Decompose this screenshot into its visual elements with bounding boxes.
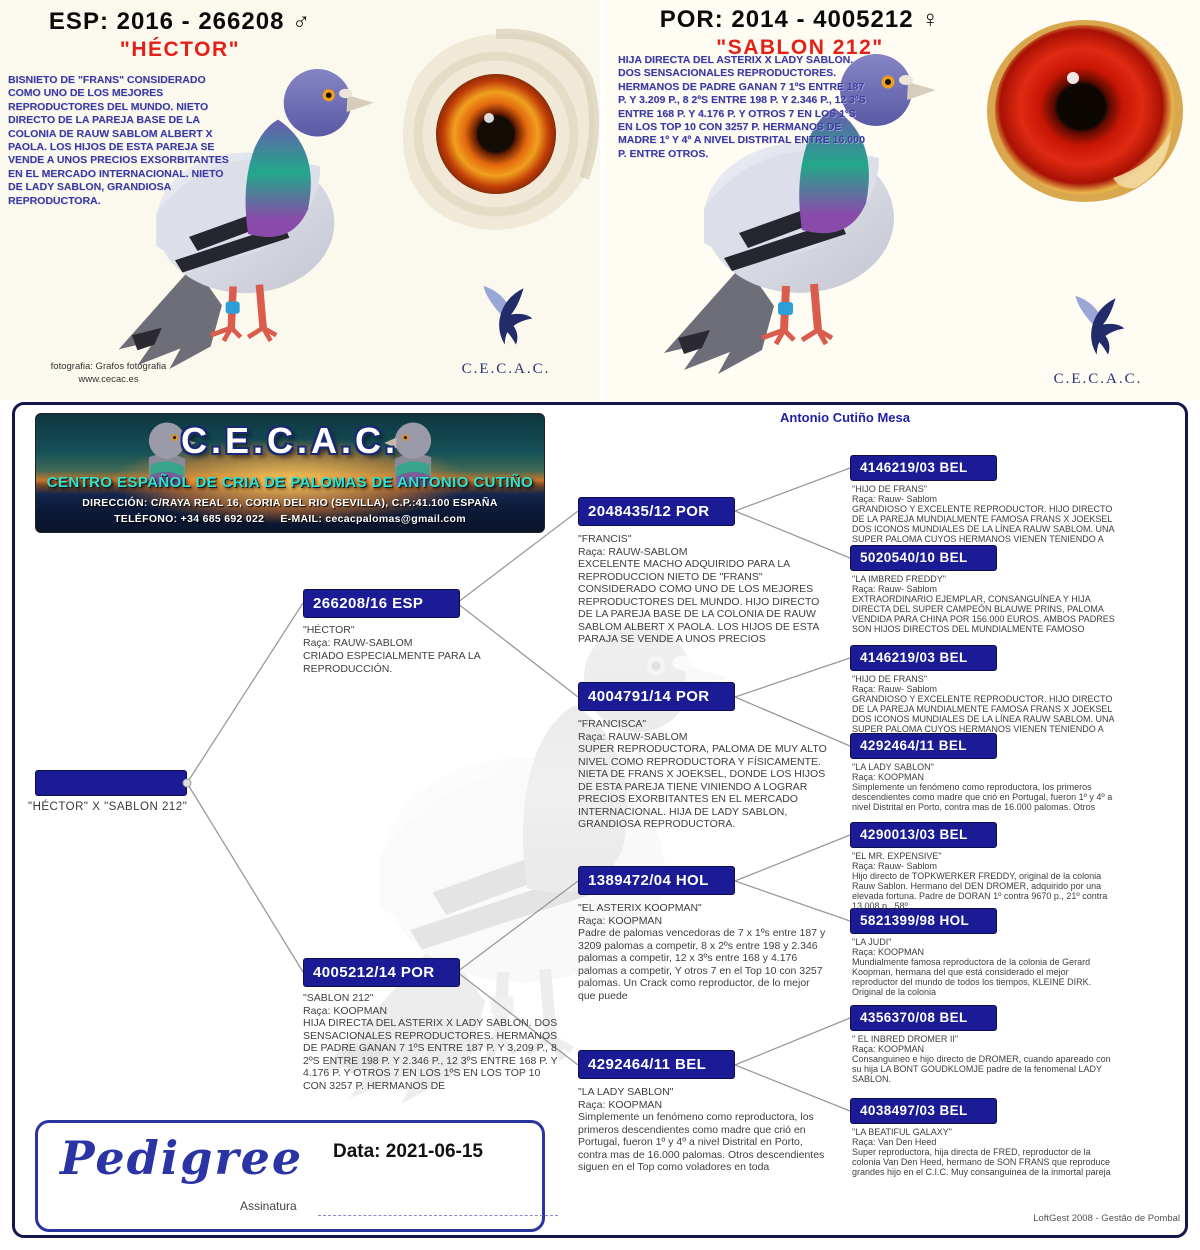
bird-name: "LA BEATIFUL GALAXY"	[852, 1127, 952, 1137]
bird-race: Raça: KOOPMAN	[578, 914, 663, 927]
pedigree-script-title: Pedigree	[60, 1131, 304, 1185]
bird-name: "FRANCISCA"	[578, 718, 647, 730]
bird-description: SUPER REPRODUCTORA, PALOMA DE MUY ALTO NIVEL COMO REPRODUCTORA Y FÍSICAMENTE. NIETA DE FRANS X JOEKSEL, DONDE LOS HIJOS DE ESTA PAREJA TIENE VINIENDO A LOGRAR PRECIOS EXORBITANTES EN EL MERCADO INTERNACIONAL. HIJA DE LADY SABLON, GRANDIOSA REPRODUCTORA.	[578, 743, 827, 830]
banner-address: DIRECCIÓN: C/RAYA REAL 16, CORIA DEL RIO (SEVILLA), C.P.:41.100 ESPAÑA	[82, 497, 498, 509]
photo-credit-url: www.cecac.es	[78, 374, 139, 385]
software-credit: LoftGest 2008 - Gestão de Pombal	[1033, 1213, 1180, 1224]
gen4-ring-box: 4292464/11 BEL	[850, 733, 997, 759]
subject-ring-box	[35, 770, 187, 796]
date-label: Data: 2021-06-15	[333, 1141, 483, 1162]
gen3-ring-box: 2048435/12 POR	[578, 497, 735, 526]
gen3-ring-box: 4004791/14 POR	[578, 682, 735, 711]
bird-name: "LA LADY SABLON"	[852, 762, 934, 772]
cecac-logo-text: C.E.C.A.C.	[1053, 371, 1143, 387]
gen4-ring-box: 5821399/98 HOL	[850, 908, 997, 934]
male-description: BISNIETO DE "FRANS" CONSIDERADO COMO UNO DE LOS MEJORES REPRODUCTORES DEL MUNDO. NIETO DIRECTO DE LA PAREJA BASE DE LA COLONIA DE RAUW SABLOM ALBERT X PAOLA. LOS HIJOS DE ESTA PAREJA SE VENDE A UNOS PRECIOS EXSORBITANTES EN EL MERCADO INTERNACIONAL. NIETO DE LADY SABLON, GRANDIOSA REPRODUCTORA.	[8, 74, 229, 207]
bird-race: Raça: RAUW-SABLOM	[303, 637, 413, 649]
bird-name: "LA LADY SABLON"	[578, 1086, 674, 1098]
gen3-details	[578, 533, 830, 646]
gen3-details	[578, 718, 830, 831]
banner-subtitle: CENTRO ESPAÑOL DE CRIA DE PALOMAS DE ANTONIO CUTIÑO	[46, 474, 534, 491]
banner-title: C.E.C.A.C.	[180, 420, 399, 461]
bird-description: Super reproductora, hija directa de FRED, reproductor de la colonia Van Den Heed, hermano de SON FRANS que reproduce grandes hijo en el C.I.C. Muy consanguinea de la inmortal pareja	[852, 1147, 1111, 1177]
bird-description: Consanguineo e hijo directo de DROMER, cuando apareado con su hija LA BONT GOUDKLOMJE padre de la fenomenal LADY SABLON.	[852, 1054, 1111, 1084]
female-ring-title: POR: 2014 - 4005212 ♀	[659, 6, 941, 33]
cecac-logo-left	[458, 282, 554, 378]
bird-name: "EL ASTERIX KOOPMAN"	[578, 902, 702, 914]
bird-name: "SABLON 212"	[303, 992, 374, 1004]
bird-race: Raça: RAUW-SABLOM	[578, 545, 688, 558]
bird-race: Raça: KOOPMAN	[578, 1098, 663, 1111]
bird-name: "HÉCTOR"	[303, 624, 355, 636]
gen4-ring-box: 4290013/03 BEL	[850, 822, 997, 848]
photo-credit-line1: fotografia: Grafos fotografia	[50, 361, 167, 372]
bird-race: Raça: KOOPMAN	[852, 772, 925, 782]
gen4-details	[852, 574, 1117, 634]
male-eye-photo	[392, 28, 600, 236]
dove-logo-icon	[1066, 292, 1130, 364]
bird-race: Raça: KOOPMAN	[852, 1044, 925, 1054]
bird-race: Raça: Rauw- Sablom	[852, 584, 938, 594]
bird-name: "LA JUDI"	[852, 937, 892, 947]
gen4-details	[852, 674, 1117, 734]
bird-race: Raça: KOOPMAN	[303, 1004, 388, 1017]
bird-name: " EL INBRED DROMER II"	[852, 1034, 959, 1044]
gen4-details	[852, 1127, 1117, 1177]
bird-race: Raça: Rauw- Sablom	[852, 861, 938, 871]
father-details	[303, 624, 538, 676]
female-name: "SABLON 212"	[716, 36, 884, 59]
gen4-ring-box: 5020540/10 BEL	[850, 545, 997, 571]
cecac-logo-right	[1050, 292, 1146, 388]
owner-name: Antonio Cutiño Mesa	[780, 410, 910, 425]
female-description: HIJA DIRECTA DEL ASTERIX X LADY SABLON. DOS SENSACIONALES REPRODUCTORES. HERMANOS DE PADRE GANAN 7 1ºS ENTRE 187 P. Y 3.209 P., 8 2ºS ENTRE 198 P. Y 2.346 P., 12 3ºS ENTRE 168 P. Y 4.176 P. Y OTROS 7 EN LOS 1ºS EN LOS TOP 10 CON 3257 P. HERMANOS DE MADRE 1º Y 4º A NIVEL DISTRITAL ENTRE 16.000 P. ENTRE OTROS.	[618, 54, 866, 160]
gen3-ring-box: 1389472/04 HOL	[578, 866, 735, 895]
bird-race: Raça: KOOPMAN	[852, 947, 925, 957]
bird-description: GRANDIOSO Y EXCELENTE REPRODUCTOR. HIJO DIRECTO DE LA PAREJA MUNDIALMENTE FAMOSA FRANS X JOEKSEL DOS ICONOS MUNDIALES DE LA LÍNEA RAUW SABLOM. UNA SUPER PALOMA CUYOS HERMANOS VIENEN TENIENDO A	[852, 504, 1115, 544]
gen4-ring-box: 4356370/08 BEL	[850, 1005, 997, 1031]
signature-line	[318, 1215, 558, 1216]
bird-name: "HIJO DE FRANS"	[852, 674, 927, 684]
female-eye-photo	[985, 18, 1185, 204]
bird-description: CRIADO ESPECIALMENTE PARA LA REPRODUCCIÓN.	[303, 650, 481, 675]
bird-description: Simplemente un fenómeno como reproductora, los primeros descendientes como madre que crió en Portugal, fueron 1º y 4º a nivel Distrital en Porto, contra mas de 16.000 palomas. Otros	[852, 782, 1113, 812]
dove-logo-icon	[474, 282, 538, 354]
gen3-ring-box: 4292464/11 BEL	[578, 1050, 735, 1079]
bird-name: "HIJO DE FRANS"	[852, 484, 927, 494]
bird-description: GRANDIOSO Y EXCELENTE REPRODUCTOR. HIJO DIRECTO DE LA PAREJA MUNDIALMENTE FAMOSA FRANS X JOEKSEL DOS ICONOS MUNDIALES DE LA LÍNEA RAUW SABLOM. UNA SUPER PALOMA CUYOS HERMANOS VIENEN TENIENDO A	[852, 694, 1115, 734]
bird-name: "FRANCIS"	[578, 533, 632, 545]
male-name: "HÉCTOR"	[119, 38, 241, 61]
gen4-ring-box: 4038497/03 BEL	[850, 1098, 997, 1124]
bird-description: EXCELENTE MACHO ADQUIRIDO PARA LA REPRODUCCION NIETO DE "FRANS" CONSIDERADO COMO UNO DE LOS MEJORES REPRODUCTORES DEL MUNDO. HIJO DIRECTO DE LA PAREJA BASE DE LA COLONIA DE RAUW SABLOM ALBERT X PAOLA. LOS HIJOS DE ESTA PARAJA SE VENDE A UNOS PRECIOS	[578, 558, 820, 645]
signature-label: Assinatura	[240, 1199, 297, 1213]
gen4-details	[852, 1034, 1117, 1084]
bird-description: EXTRAORDINARIO EJEMPLAR, CONSANGUÍNEA Y HIJA DIRECTA DEL SUPER CAMPEÓN BLAUWE PRINS, PALOMA VENDIDA PARA CHINA POR 156.000 EUROS. AMBOS PADRES SON HIJOS DIRECTOS DEL MUNDIALMENTE FAMOSO	[852, 594, 1115, 634]
bird-description: Simplemente un fenómeno como reproductora, los primeros descendientes como madre que crió en Portugal, fueron 1º y 4º a nivel Distrital en Porto, contra mas de 16.000 palomas. Otros descendientes siguen en el Top como voladores en toda	[578, 1111, 825, 1173]
mother-details	[303, 992, 561, 1092]
gen4-details	[852, 762, 1117, 812]
gen3-details	[578, 1086, 830, 1174]
cecac-logo-text: C.E.C.A.C.	[461, 361, 551, 377]
bird-race: Raça: RAUW-SABLOM	[578, 730, 688, 743]
gen4-ring-box: 4146219/03 BEL	[850, 645, 997, 671]
bird-description: Hijo directo de TOPKWERKER FREDDY, original de la colonia Rauw Sablon. Hermano del DEN DROMER, adquirido por una elevada fortuna. Padre de DORAN 1º contra 9670 p., 21º contra 13.008 p., 58º	[852, 871, 1108, 911]
bird-name: "EL MR. EXPENSIVE"	[852, 851, 942, 861]
banner-contact: TELÉFONO: +34 685 692 022 E-MAIL: cecacpalomas@gmail.com	[114, 513, 466, 525]
gen4-details	[852, 484, 1117, 544]
bird-description: Padre de palomas vencedoras de 7 x 1ºs entre 187 y 3209 palomas a competir, 8 x 2ºs entre 198 y 2.346 palomas a competir, 12 x 3ºs entre 168 y 4.176 palomas a competir, Y otros 7 en el Top 10 con 3257 palomas. Un Crack como reproductor, de lo mejor que puede	[578, 927, 826, 1002]
cecac-banner	[35, 413, 545, 533]
photo-credit	[16, 360, 201, 386]
subject-label: "HÉCTOR" X "SABLON 212"	[28, 801, 188, 813]
bird-description: HIJA DIRECTA DEL ASTERIX X LADY SABLON. DOS SENSACIONALES REPRODUCTORES. HERMANOS DE PADRE GANAN 7 1ºS ENTRE 187 P. Y 3.209 P., 8 2ºS ENTRE 198 P. Y 2.346 P., 12 3ºS ENTRE 168 P. Y 4.176 P. Y OTROS 7 EN LOS 1ºS EN LOS TOP 10 CON 3257 P. HERMANOS DE	[303, 1017, 558, 1092]
gen4-ring-box: 4146219/03 BEL	[850, 455, 997, 481]
gen4-details	[852, 937, 1117, 997]
bird-race: Raça: Van Den Heed	[852, 1137, 937, 1147]
bird-description: Mundialmente famosa reproductora de la colonia de Gerard Koopman, hermana del que está considerado el mejor reproductor del mundo de todos los tiempos, KLEINE DIRK. Original de la colonia	[852, 957, 1092, 997]
gen4-details	[852, 851, 1117, 911]
bird-race: Raça: Rauw- Sablom	[852, 494, 938, 504]
mother-ring-box: 4005212/14 POR	[303, 958, 460, 987]
footer-box	[35, 1120, 545, 1232]
gen3-details	[578, 902, 830, 1002]
father-ring-box: 266208/16 ESP	[303, 589, 460, 618]
bird-race: Raça: Rauw- Sablom	[852, 684, 938, 694]
bird-name: "LA IMBRED FREDDY"	[852, 574, 946, 584]
male-ring-title: ESP: 2016 - 266208 ♂	[48, 8, 312, 35]
